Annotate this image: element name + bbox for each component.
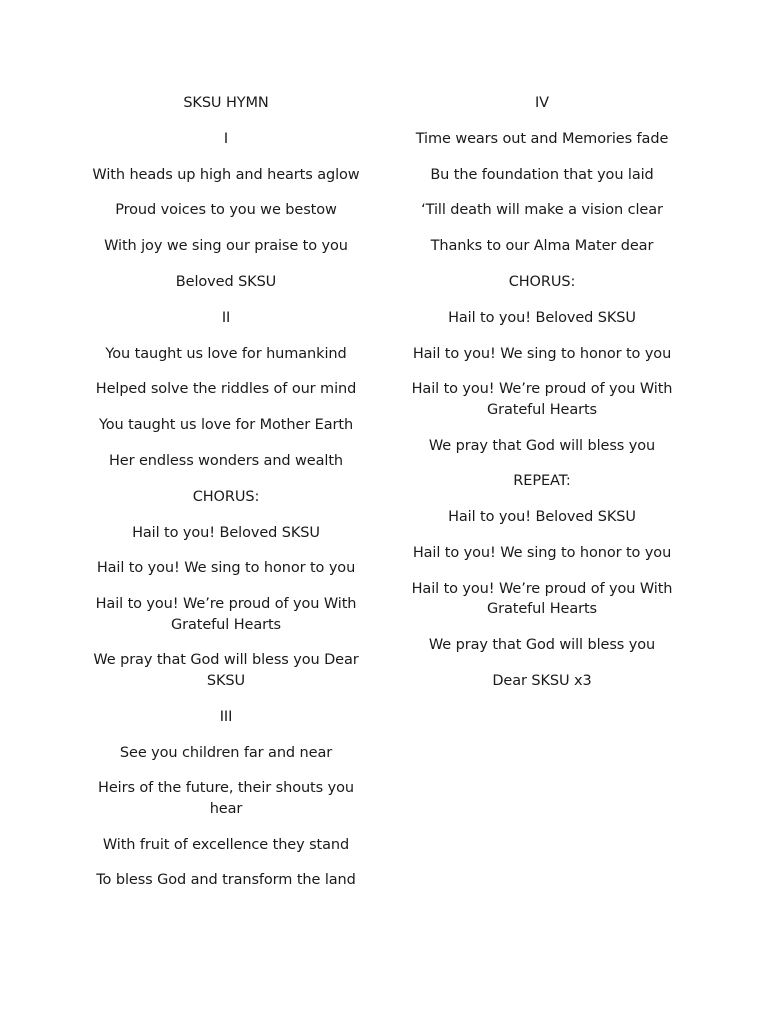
hymn-line: Hail to you! We’re proud of you With Grateful Hearts xyxy=(411,580,673,618)
hymn-line: We pray that God will bless you xyxy=(428,637,656,654)
hymn-line: We pray that God will bless you Dear SKSU xyxy=(93,652,359,689)
hymn-line: Her endless wonders and wealth xyxy=(108,452,343,469)
hymn-left-column xyxy=(91,93,361,906)
hymn-title: SKSU HYMN xyxy=(183,95,269,111)
hymn-line: Bu the foundation that you laid xyxy=(430,166,654,183)
hymn-line: To bless God and transform the land xyxy=(96,872,356,889)
hymn-line: Hail to you! We sing to honor to you xyxy=(96,560,356,577)
hymn-line: With joy we sing our praise to you xyxy=(104,238,348,255)
hymn-line: Dear SKSU x3 xyxy=(492,672,592,689)
verse-number-3: III xyxy=(219,708,233,725)
hymn-line: Hail to you! We’re proud of you With Grateful Hearts xyxy=(95,596,357,633)
verse-number-4: IV xyxy=(535,95,549,111)
chorus-heading: CHORUS: xyxy=(192,488,260,505)
hymn-right-column xyxy=(407,93,677,707)
hymn-line: Hail to you! Beloved SKSU xyxy=(448,509,636,526)
hymn-line: With fruit of excellence they stand xyxy=(102,836,350,853)
chorus-heading: CHORUS: xyxy=(508,273,576,290)
hymn-line: You taught us love for humankind xyxy=(105,345,347,362)
hymn-line: Helped solve the riddles of our mind xyxy=(95,381,357,398)
verse-number-2: II xyxy=(221,309,231,326)
hymn-line: Thanks to our Alma Mater dear xyxy=(430,238,654,255)
hymn-line: Hail to you! Beloved SKSU xyxy=(132,524,320,541)
hymn-line: We pray that God will bless you xyxy=(428,437,656,454)
hymn-line: Hail to you! Beloved SKSU xyxy=(448,309,636,326)
hymn-line: Hail to you! We’re proud of you With Grateful Hearts xyxy=(411,381,673,418)
hymn-line: Proud voices to you we bestow xyxy=(115,202,337,219)
hymn-line: With heads up high and hearts aglow xyxy=(92,166,360,183)
hymn-line: Hail to you! We sing to honor to you xyxy=(412,545,672,562)
hymn-line: ‘Till death will make a vision clear xyxy=(421,202,663,219)
hymn-line: Hail to you! We sing to honor to you xyxy=(412,345,672,362)
hymn-line: Heirs of the future, their shouts you hear xyxy=(98,780,354,817)
hymn-line: See you children far and near xyxy=(119,744,333,761)
verse-number-1: I xyxy=(223,130,229,147)
hymn-line: Beloved SKSU xyxy=(175,273,277,290)
hymn-line: You taught us love for Mother Earth xyxy=(98,417,354,434)
hymn-line: Time wears out and Memories fade xyxy=(415,130,669,147)
repeat-heading: REPEAT: xyxy=(513,473,571,490)
